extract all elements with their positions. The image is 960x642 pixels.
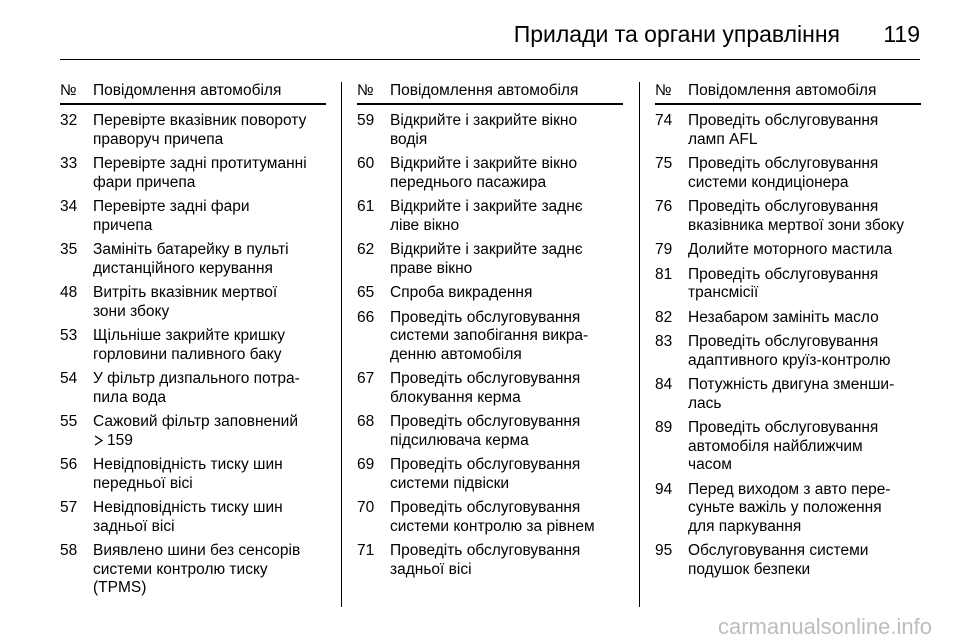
message-number: 60 xyxy=(357,155,375,172)
header-message-label: Повідомлення автомобіля xyxy=(390,82,579,99)
message-text xyxy=(390,309,623,365)
table-row xyxy=(357,284,623,309)
watermark: carmanualsonline.info xyxy=(717,614,932,639)
message-text xyxy=(93,112,326,149)
message-text-content: Замініть батарейку в пульті дистанційного керування xyxy=(93,241,289,277)
message-text xyxy=(688,241,921,260)
table-row xyxy=(357,112,623,155)
message-text-content: Витріть вказівник мертвої зони збоку xyxy=(93,284,278,320)
message-text xyxy=(93,327,326,364)
table-row xyxy=(655,241,921,266)
table-header xyxy=(655,82,921,105)
message-text xyxy=(390,370,623,407)
message-text-content: Виявлено шини без сенсорів системи контролю тиску (TPMS) xyxy=(93,542,301,596)
table-row xyxy=(357,456,623,499)
message-text-content: Невідповідність тиску шин задньої вісі xyxy=(93,499,283,535)
message-text-content: Проведіть обслуговування автомобіля найближчим часом xyxy=(688,419,879,473)
table-header xyxy=(60,82,326,105)
message-text xyxy=(390,499,623,536)
message-text xyxy=(688,542,921,579)
message-text-content: Перед виходом з авто пере- суньте важіль у положення для паркування xyxy=(688,480,891,535)
message-text-content: У фільтр дизпального потра- пила вода xyxy=(93,370,300,406)
message-text xyxy=(93,413,326,450)
message-text xyxy=(688,481,921,537)
message-number: 74 xyxy=(655,112,673,129)
header-number-label: № xyxy=(357,82,374,99)
message-number: 75 xyxy=(655,155,673,172)
message-text-content: Проведіть обслуговування задньої вісі xyxy=(390,542,581,578)
message-text-content: Проведіть обслуговування системи підвіски xyxy=(390,456,581,492)
message-number: 57 xyxy=(60,499,78,516)
table-row xyxy=(655,309,921,334)
table-row xyxy=(655,333,921,376)
table-row xyxy=(357,542,623,585)
table-header xyxy=(357,82,623,105)
message-text xyxy=(688,155,921,192)
message-text xyxy=(390,413,623,450)
table-row xyxy=(60,198,326,241)
message-number: 33 xyxy=(60,155,78,172)
message-number: 70 xyxy=(357,499,375,516)
page-reference[interactable]: 159 xyxy=(107,431,133,449)
message-text xyxy=(93,542,326,598)
message-number: 62 xyxy=(357,241,375,258)
message-text xyxy=(390,284,623,303)
message-text xyxy=(688,266,921,303)
column-divider xyxy=(639,82,640,607)
column-divider xyxy=(341,82,342,607)
message-number: 82 xyxy=(655,308,673,326)
table-row xyxy=(655,155,921,198)
message-table-column-1 xyxy=(60,82,326,604)
header-divider xyxy=(60,59,920,60)
message-number: 34 xyxy=(60,198,78,215)
message-number: 83 xyxy=(655,333,673,350)
message-text xyxy=(688,333,921,370)
table-row xyxy=(655,112,921,155)
message-number: 95 xyxy=(655,542,673,559)
message-number: 76 xyxy=(655,198,673,215)
message-number: 56 xyxy=(60,456,78,473)
message-text xyxy=(390,241,623,278)
message-text xyxy=(688,419,921,475)
message-number: 35 xyxy=(60,241,78,258)
table-row xyxy=(60,284,326,327)
table-body xyxy=(60,112,326,604)
table-row xyxy=(655,376,921,419)
header-number-label: № xyxy=(60,82,77,99)
message-text-content: Долийте моторного мастила xyxy=(688,241,893,258)
message-text-content: Перевірте вказівник повороту праворуч причепа xyxy=(93,112,307,148)
table-row xyxy=(357,499,623,542)
message-text-content: Невідповідність тиску шин передньої вісі xyxy=(93,456,283,492)
table-row xyxy=(60,499,326,542)
page-title: Прилади та органи управління xyxy=(513,21,840,47)
message-number: 94 xyxy=(655,480,673,498)
message-number: 69 xyxy=(357,456,375,473)
table-row xyxy=(60,370,326,413)
header-number-label: № xyxy=(655,82,672,99)
message-text-content: Перевірте задні фари причепа xyxy=(93,198,250,234)
message-number: 53 xyxy=(60,327,78,344)
message-text xyxy=(93,456,326,493)
message-text-content: Проведіть обслуговування вказівника мертвої зони збоку xyxy=(688,198,905,234)
message-number: 58 xyxy=(60,542,78,559)
message-number: 89 xyxy=(655,419,673,436)
table-row xyxy=(60,155,326,198)
message-number: 48 xyxy=(60,284,78,301)
page-number: 119 xyxy=(883,21,920,47)
table-body xyxy=(655,112,921,585)
table-row xyxy=(655,266,921,309)
message-number: 61 xyxy=(357,198,375,215)
message-text xyxy=(688,112,921,149)
table-row xyxy=(60,456,326,499)
message-text xyxy=(93,155,326,192)
message-text-content: Проведіть обслуговування підсилювача керма xyxy=(390,413,581,449)
message-text xyxy=(93,241,326,278)
message-text xyxy=(390,198,623,235)
message-number: 65 xyxy=(357,284,375,301)
message-text-content: Сажовий фільтр заповнений xyxy=(93,413,298,430)
message-text xyxy=(390,155,623,192)
table-row xyxy=(357,309,623,371)
page-header xyxy=(0,20,920,56)
message-number: 68 xyxy=(357,413,375,430)
table-row xyxy=(60,327,326,370)
message-text-content: Незабаром замініть масло xyxy=(688,308,879,326)
header-message-label: Повідомлення автомобіля xyxy=(688,82,877,99)
message-number: 66 xyxy=(357,308,375,326)
table-row xyxy=(357,198,623,241)
table-row xyxy=(60,112,326,155)
message-text-content: Відкрийте і закрийте заднє праве вікно xyxy=(390,241,583,277)
header-message-label: Повідомлення автомобіля xyxy=(93,82,282,99)
message-number: 84 xyxy=(655,376,673,393)
message-text-content: Проведіть обслуговування ламп AFL xyxy=(688,112,879,148)
table-row xyxy=(357,155,623,198)
table-row xyxy=(60,542,326,604)
message-number: 79 xyxy=(655,241,673,258)
message-text xyxy=(688,198,921,235)
table-body xyxy=(357,112,623,585)
message-number: 54 xyxy=(60,370,78,387)
message-number: 32 xyxy=(60,112,78,129)
message-text-content: Обслуговування системи подушок безпеки xyxy=(688,542,869,578)
message-text-content: Проведіть обслуговування трансмісії xyxy=(688,265,879,301)
message-text xyxy=(93,198,326,235)
message-number: 71 xyxy=(357,542,375,559)
table-row xyxy=(655,419,921,481)
message-text xyxy=(688,309,921,328)
message-text-content: Відкрийте і закрийте вікно водія xyxy=(390,112,578,148)
message-number: 67 xyxy=(357,370,375,387)
message-text-content: Проведіть обслуговування системи контролю за рівнем xyxy=(390,499,595,535)
message-text-content: Щільніше закрийте кришку горловини паливного баку xyxy=(93,327,285,363)
message-text-content: Проведіть обслуговування адаптивного круїз-контролю xyxy=(688,333,891,369)
table-row xyxy=(655,542,921,585)
message-text-content: Спроба викрадення xyxy=(390,284,533,301)
table-row xyxy=(357,370,623,413)
message-text-content: Проведіть обслуговування блокування керма xyxy=(390,370,581,406)
message-text xyxy=(390,112,623,149)
message-table-column-3 xyxy=(655,82,921,585)
table-row xyxy=(655,481,921,543)
message-text-content: Проведіть обслуговування системи кондиціонера xyxy=(688,155,879,191)
table-row xyxy=(357,413,623,456)
message-text-content: Відкрийте і закрийте заднє ліве вікно xyxy=(390,198,583,234)
message-text-content: Відкрийте і закрийте вікно переднього пасажира xyxy=(390,155,578,191)
message-number: 59 xyxy=(357,112,375,129)
message-number: 81 xyxy=(655,265,673,283)
table-row xyxy=(357,241,623,284)
message-table-column-2 xyxy=(357,82,623,585)
message-number: 55 xyxy=(60,413,78,430)
message-text xyxy=(93,370,326,407)
page-reference-icon xyxy=(93,435,104,446)
message-text xyxy=(688,376,921,413)
table-row xyxy=(60,413,326,456)
message-text xyxy=(390,542,623,579)
table-row xyxy=(655,198,921,241)
message-text xyxy=(93,284,326,321)
message-text-content: Потужність двигуна зменши- лась xyxy=(688,376,895,412)
message-text-content: Проведіть обслуговування системи запобігання викра- денню автомобіля xyxy=(390,308,589,363)
message-text xyxy=(93,499,326,536)
message-text xyxy=(390,456,623,493)
message-text-content: Перевірте задні протитуманні фари причепа xyxy=(93,155,307,191)
table-row xyxy=(60,241,326,284)
